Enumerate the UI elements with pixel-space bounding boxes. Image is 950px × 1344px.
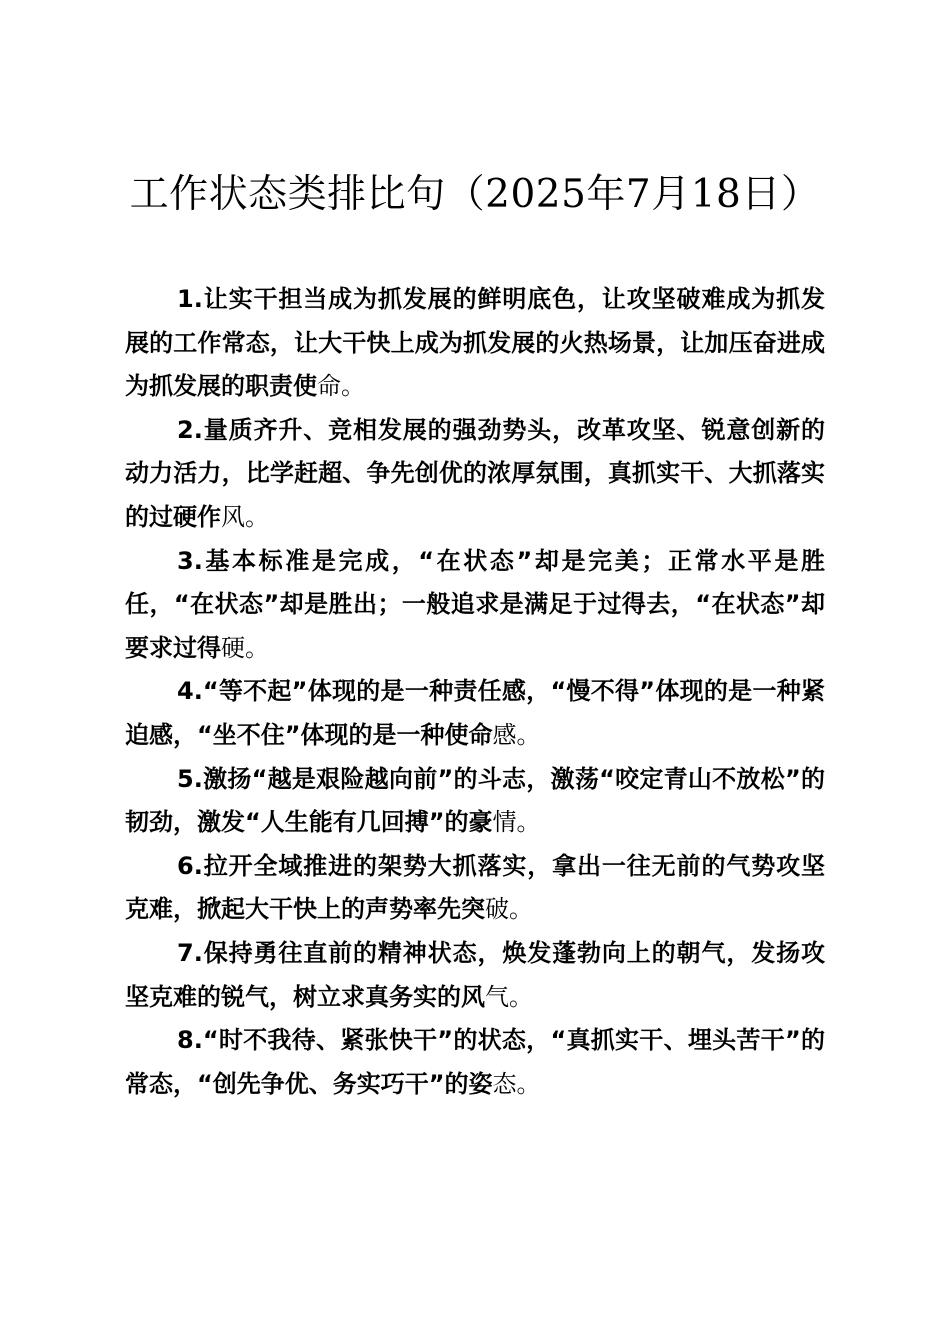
paragraph-ending: 气。 bbox=[485, 982, 533, 1011]
paragraph-7 bbox=[125, 932, 825, 1019]
paragraph-ending: 感。 bbox=[492, 720, 541, 749]
paragraph-8 bbox=[125, 1019, 825, 1106]
paragraph-5 bbox=[125, 758, 825, 845]
paragraph-ending: 破。 bbox=[485, 895, 533, 924]
paragraph-4 bbox=[125, 670, 825, 757]
paragraph-6 bbox=[125, 845, 825, 932]
paragraph-ending: 风。 bbox=[221, 502, 269, 531]
document-title: 工作状态类排比句（2025年7月18日） bbox=[129, 172, 821, 217]
paragraph-text: 5.激扬“越是艰险越向前”的斗志，激荡“咬定青山不放松”的韧劲，激发“人生能有几回搏”的豪 bbox=[125, 764, 825, 837]
paragraph-ending: 情。 bbox=[492, 808, 541, 837]
paragraph-ending: 命。 bbox=[317, 372, 365, 401]
paragraph-text: 8.“时不我待、紧张快干”的状态，“真抓实干、埋头苦干”的常态，“创先争优、务实巧干”的姿 bbox=[125, 1026, 825, 1098]
paragraph-text: 3.基本标准是完成，“在状态”却是完美；正常水平是胜任，“在状态”却是胜出；一般追求是满足于过得去，“在状态”却要求过得 bbox=[125, 546, 825, 662]
paragraph-text: 2.量质齐升、竞相发展的强劲势头，改革攻坚、锐意创新的动力活力，比学赶超、争先创优的浓厚氛围，真抓实干、大抓落实的过硬作 bbox=[125, 415, 825, 531]
paragraph-ending: 硬。 bbox=[221, 633, 269, 662]
document-body bbox=[125, 278, 825, 1106]
paragraph-3 bbox=[125, 540, 825, 671]
paragraph-2 bbox=[125, 409, 825, 540]
paragraph-text: 7.保持勇往直前的精神状态，焕发蓬勃向上的朝气，发扬攻坚克难的锐气，树立求真务实的风 bbox=[125, 938, 825, 1011]
paragraph-1 bbox=[125, 278, 825, 409]
paragraph-text: 1.让实干担当成为抓发展的鲜明底色，让攻坚破难成为抓发展的工作常态，让大干快上成为抓发展的火热场景，让加压奋进成为抓发展的职责使 bbox=[125, 285, 825, 401]
paragraph-ending: 态。 bbox=[492, 1069, 541, 1098]
paragraph-text: 4.“等不起”体现的是一种责任感，“慢不得”体现的是一种紧迫感，“坐不住”体现的是一种使命 bbox=[125, 677, 825, 749]
paragraph-text: 6.拉开全域推进的架势大抓落实，拿出一往无前的气势攻坚克难，掀起大干快上的声势率先突 bbox=[125, 851, 825, 924]
